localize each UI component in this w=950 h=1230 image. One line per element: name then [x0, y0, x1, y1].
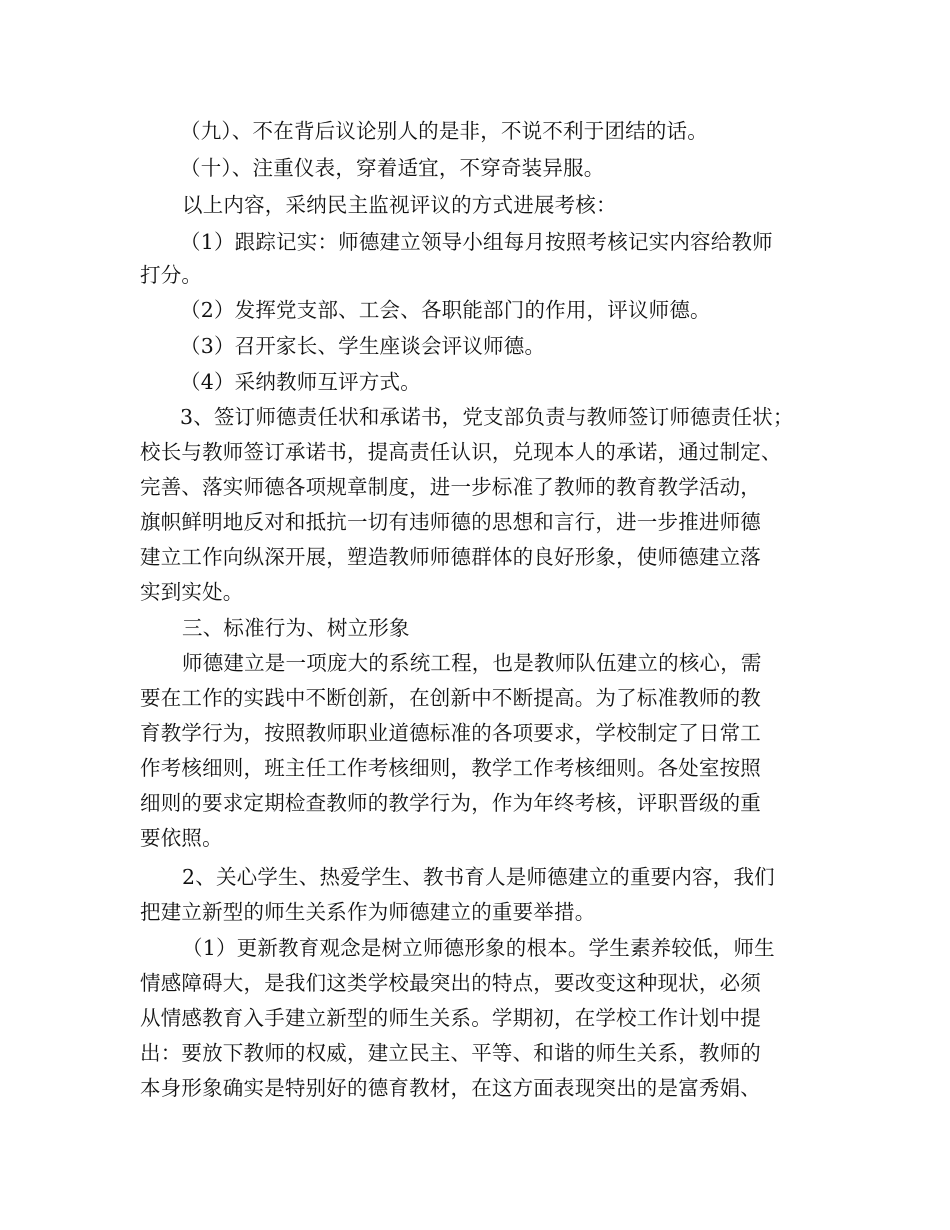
text-line: 育教学行为，按照教师职业道德标准的各项要求，学校制定了日常工	[140, 721, 761, 745]
text-line: 要依照。	[140, 826, 223, 850]
text-line: （3）召开家长、学生座谈会评议师德。	[180, 334, 546, 358]
text-line: 旗帜鲜明地反对和抵抗一切有违师德的思想和言行，进一步推进师德	[140, 510, 761, 534]
text-line: （1）跟踪记实：师德建立领导小组每月按照考核记实内容给教师	[180, 230, 773, 254]
text-line: 情感障碍大，是我们这类学校最突出的特点，要改变这种现状，必须	[140, 971, 761, 995]
text-line: 以上内容，采纳民主监视评议的方式进展考核：	[182, 193, 617, 217]
text-line: 本身形象确实是特别好的德育教材，在这方面表现突出的是富秀娟、	[140, 1076, 761, 1100]
text-line: 出：要放下教师的权威，建立民主、平等、和谐的师生关系，教师的	[140, 1041, 761, 1065]
text-line: 打分。	[140, 263, 203, 287]
text-line: （1）更新教育观念是树立师德形象的根本。学生素养较低，师生	[182, 936, 775, 960]
section-heading: 三、标准行为、树立形象	[182, 616, 410, 640]
text-line: 把建立新型的师生关系作为师德建立的重要举措。	[140, 900, 596, 924]
text-line: （2）发挥党支部、工会、各职能部门的作用，评议师德。	[180, 298, 711, 322]
text-line: 要在工作的实践中不断创新，在创新中不断提高。为了标准教师的教	[140, 686, 761, 710]
text-line: 校长与教师签订承诺书，提高责任认识，兑现本人的承诺，通过制定、	[140, 440, 782, 464]
text-line: 实到实处。	[140, 580, 244, 604]
text-line: 完善、落实师德各项规章制度，进一步标准了教师的教育教学活动，	[140, 475, 761, 499]
text-line: 从情感教育入手建立新型的师生关系。学期初，在学校工作计划中提	[140, 1006, 761, 1030]
text-line: （九）、不在背后议论别人的是非，不说不利于团结的话。	[180, 119, 708, 143]
text-line: 细则的要求定期检查教师的教学行为，作为年终考核，评职晋级的重	[140, 791, 761, 815]
text-line: 建立工作向纵深开展，塑造教师师德群体的良好形象，使师德建立落	[140, 545, 761, 569]
text-line: （4）采纳教师互评方式。	[180, 370, 421, 394]
text-line: 2、关心学生、热爱学生、教书育人是师德建立的重要内容，我们	[182, 865, 775, 889]
text-line: （十）、注重仪表，穿着适宜，不穿奇装异服。	[180, 156, 605, 180]
text-line: 师德建立是一项庞大的系统工程，也是教师队伍建立的核心，需	[182, 651, 762, 675]
text-line: 作考核细则，班主任工作考核细则，教学工作考核细则。各处室按照	[140, 756, 761, 780]
text-line: 3、签订师德责任状和承诺书，党支部负责与教师签订师德责任状；	[180, 405, 794, 429]
